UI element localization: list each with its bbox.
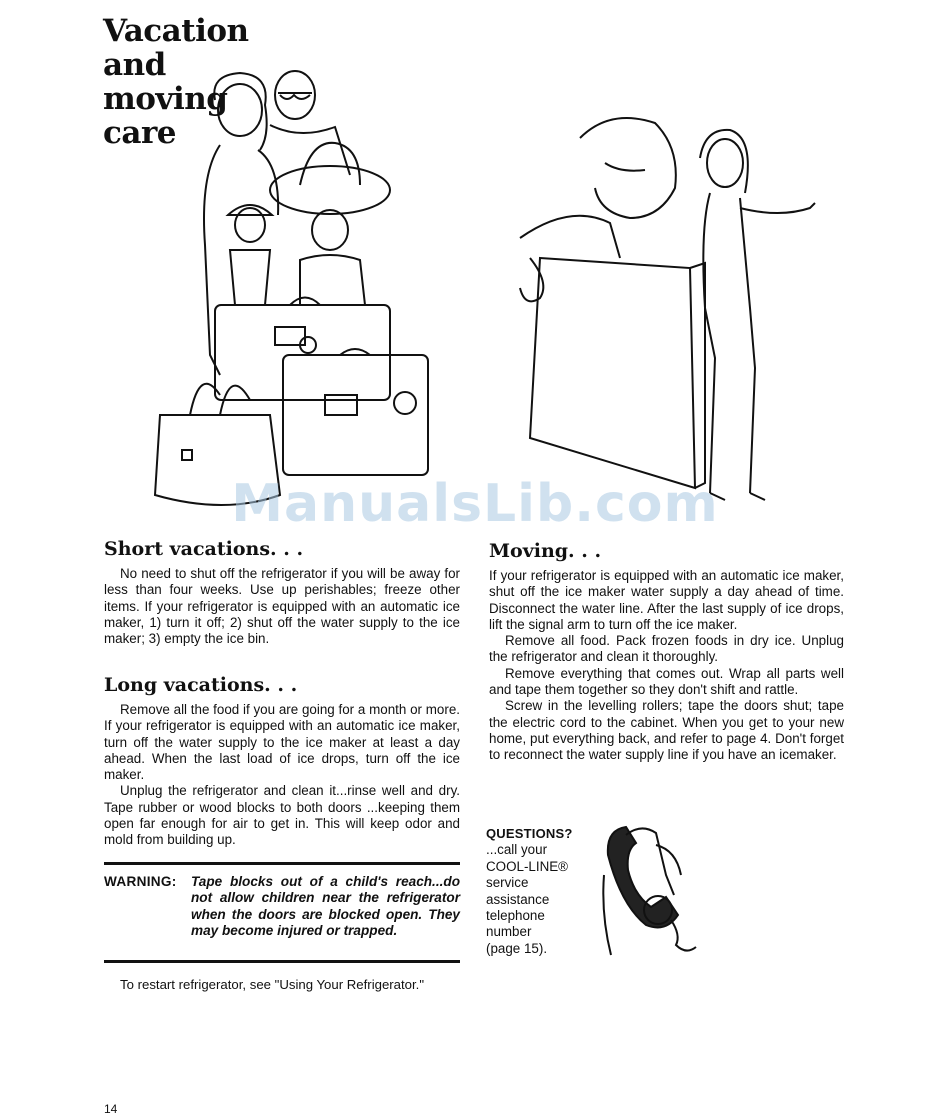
questions-line: service [486,875,529,891]
warning-box [104,874,460,940]
warning-bottom-rule [104,960,460,963]
questions-line: COOL-LINE® [486,858,569,874]
moving-refrigerator-illustration [510,108,820,518]
long-vacations-heading: Long vacations. . . [104,674,298,696]
questions-block [486,826,598,957]
family-luggage-illustration [150,55,440,515]
long-vacations-paragraph: Unplug the refrigerator and clean it...rinse well and dry. Tape rubber or wood blocks to both doors ...keeping them open far enough for air to get in. This will keep odor and mold from building up. [104,783,460,848]
questions-line: number [486,924,532,940]
page-number: 14 [104,1102,118,1116]
moving-paragraph: Remove all food. Pack frozen foods in dry ice. Unplug the refrigerator and clean it thoroughly. [489,633,844,665]
moving-paragraph: Screw in the levelling rollers; tape the doors shut; tape the electric cord to the cabinet. When you get to your new home, put everything back, and refer to page 4. Don't forget to reconnect the water supply line if you have an icemaker. [489,698,844,763]
short-vacations-section [104,538,460,647]
long-vacations-paragraph: Remove all the food if you are going for a month or more. If your refrigerator is equipped with an automatic ice maker, turn off the water supply to the ice maker at least a day ahead. When the last load of ice drops, turn off the ice maker. [104,702,460,783]
short-vacations-text: No need to shut off the refrigerator if you will be away for less than four weeks. Use up perishables; freeze other items. If your refrigerator is equipped with an automatic ice maker, 1) turn it off; 2) shut off the water supply to the ice maker; 3) empty the ice bin. [104,566,460,647]
watermark: ManualsLib.com [231,474,719,534]
questions-line: (page 15). [486,940,548,956]
telephone-hand-illustration [596,815,706,960]
title-line: care [103,115,177,151]
long-vacations-section [104,674,460,849]
restart-note: To restart refrigerator, see "Using Your Refrigerator." [120,977,425,992]
questions-line: telephone [486,908,545,924]
moving-section [489,540,844,764]
short-vacations-heading: Short vacations. . . [104,538,304,560]
moving-paragraph: Remove everything that comes out. Wrap all parts well and tape them together so they don't shift and rattle. [489,665,844,698]
title-line: and [103,47,166,83]
warning-label: WARNING: [104,874,177,889]
title-line: Vacation [103,13,249,49]
warning-text: Tape blocks out of a child's reach...do not allow children near the refrigerator when the doors are blocked open. They may become injured or trapped. [191,874,460,939]
title-line: moving [103,81,228,117]
questions-title: QUESTIONS? [486,826,573,841]
questions-line: assistance [486,891,550,907]
moving-paragraph: If your refrigerator is equipped with an automatic ice maker, shut off the ice maker water supply a day ahead of time. Disconnect the water line. After the last supply of ice drops, lift the signal arm to turn off the ice maker. [489,568,844,632]
warning-top-rule [104,862,460,865]
moving-heading: Moving. . . [489,540,602,562]
questions-line: ...call your [486,842,548,858]
